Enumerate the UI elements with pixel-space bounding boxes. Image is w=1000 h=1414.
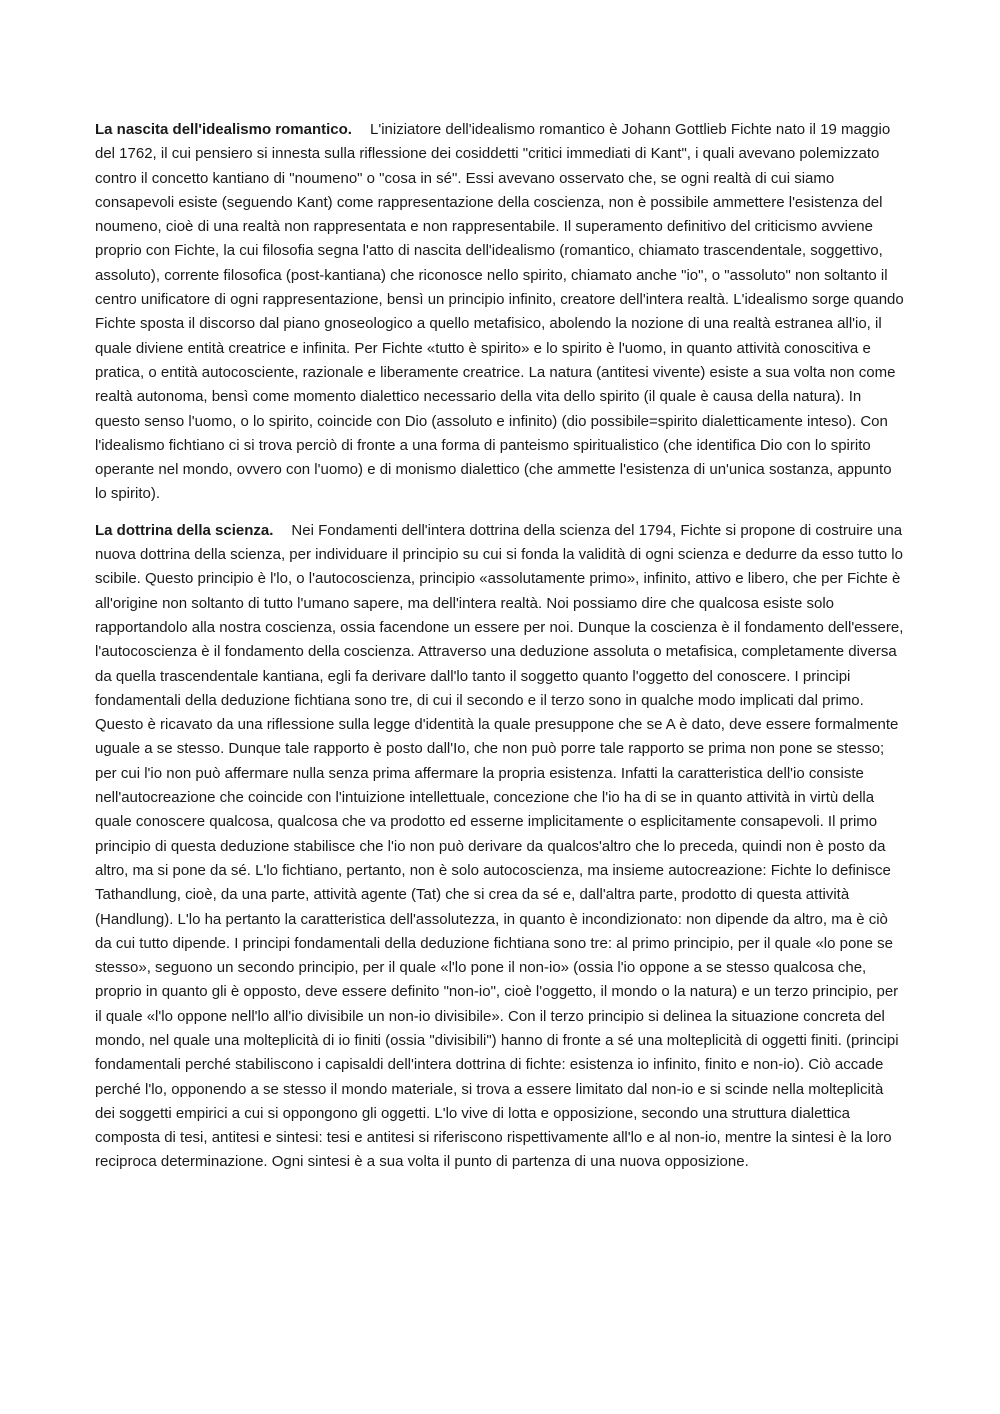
section-heading: La nascita dell'idealismo romantico. — [95, 121, 352, 138]
section-body: L'iniziatore dell'idealismo romantico è Johann Gottlieb Fichte nato il 19 maggio del 1762, il cui pensiero si innesta sulla riflessione dei cosiddetti "critici immediati di Kant", i quali avevano polemizzato contro il concetto kantiano di "noumeno" o "cosa in sé". Essi avevano osservato che, se ogni realtà di cui siamo consapevoli esiste (seguendo Kant) come rappresentazione della coscienza, non è possibile ammettere l'esistenza del noumeno, cioè di una realtà non rappresentata e non rappresentabile. Il superamento definitivo del criticismo avviene proprio con Fichte, la cui filosofia segna l'atto di nascita dell'idealismo (romantico, chiamato trascendentale, soggettivo, assoluto), corrente filosofica (post-kantiana) che riconosce nello spirito, chiamato anche "io", o "assoluto" non soltanto il centro unificatore di ogni rappresentazione, bensì un principio infinito, creatore dell'intera realtà. L'idealismo sorge quando Fichte sposta il discorso dal piano gnoseologico a quello metafisico, abolendo la nozione di una realtà estranea all'io, il quale diviene entità creatrice e infinita. Per Fichte «tutto è spirito» e lo spirito è l'uomo, in quanto attività conoscitiva e pratica, o entità autocosciente, razionale e liberamente creatrice. La natura (antitesi vivente) esiste a sua volta non come realtà autonoma, bensì come momento dialettico necessario della vita dello spirito (il quale è causa della natura). In questo senso l'uomo, o lo spirito, coincide con Dio (assoluto e infinito) (dio possibile=spirito dialetticamente inteso). Con l'idealismo fichtiano ci si trova perciò di fronte a una forma di panteismo spiritualistico (che identifica Dio con lo spirito operante nel mondo, ovvero con l'uomo) e di monismo dialettico (che ammette l'esistenza di un'unica sostanza, appunto lo spirito). — [95, 121, 904, 503]
section-dottrina — [95, 519, 905, 1175]
document-page — [95, 118, 905, 1187]
section-idealismo — [95, 118, 905, 507]
section-body: Nei Fondamenti dell'intera dottrina della scienza del 1794, Fichte si propone di costruire una nuova dottrina della scienza, per individuare il principio su cui si fonda la validità di ogni scienza e dedurre da esso tutto lo scibile. Questo principio è l'lo, o l'autocoscienza, principio «assolutamente primo», infinito, attivo e libero, che per Fichte è all'origine non soltanto di tutto l'umano sapere, ma dell'intera realtà. Noi possiamo dire che qualcosa esiste solo rapportandolo alla nostra coscienza, ossia facendone un essere per noi. Dunque la coscienza è il fondamento dell'essere, l'autocoscienza è il fondamento della coscienza. Attraverso una deduzione assoluta o metafisica, completamente diversa da quella trascendentale kantiana, egli fa derivare dall'lo tanto il soggetto quanto l'oggetto del conoscere. I principi fondamentali della deduzione fichtiana sono tre, di cui il secondo e il terzo sono in qualche modo implicati dal primo. Questo è ricavato da una riflessione sulla legge d'identità la quale presuppone che se A è dato, deve essere formalmente uguale a se stesso. Dunque tale rapporto è posto dall'Io, che non può porre tale rapporto se prima non pone se stesso; per cui l'io non può affermare nulla senza prima affermare la propria esistenza. Infatti la caratteristica dell'io consiste nell'autocreazione che coincide con l'intuizione intellettuale, concezione che l'io ha di se in quanto attività in virtù della quale conoscere qualcosa, qualcosa che va prodotto ed esserne implicitamente o esplicitamente consapevoli. Il primo principio di questa deduzione stabilisce che l'io non può derivare da qualcos'altro che lo preceda, quindi non è posto da altro, ma si pone da sé. L'lo fichtiano, pertanto, non è solo autocoscienza, ma insieme autocreazione: Fichte lo definisce Tathandlung, cioè, da una parte, attività agente (Tat) che si crea da sé e, dall'altra parte, prodotto di questa attività (Handlung). L'lo ha pertanto la caratteristica dell'assolutezza, in quanto è incondizionato: non dipende da altro, ma è ciò da cui tutto dipende. I principi fondamentali della deduzione fichtiana sono tre: al primo principio, per il quale «lo pone se stesso», seguono un secondo principio, per il quale «l'lo pone il non-io» (ossia l'io oppone a se stesso qualcosa che, proprio in quanto gli è opposto, deve essere definito "non-io", cioè l'oggetto, il mondo o la natura) e un terzo principio, per il quale «l'lo oppone nell'lo all'io divisibile un non-io divisibile». Con il terzo principio si delinea la situazione concreta del mondo, nel quale una molteplicità di io finiti (ossia "divisibili") hanno di fronte a sé una molteplicità di oggetti finiti. (principi fondamentali perché stabiliscono i capisaldi dell'intera dottrina di fichte: esistenza io infinito, finito e non-io). Ciò accade perché l'lo, opponendo a se stesso il mondo materiale, si trova a essere limitato dal non-io e si scinde nella molteplicità dei soggetti empirici a cui si oppongono gli oggetti. L'lo vive di lotta e opposizione, secondo una struttura dialettica composta di tesi, antitesi e sintesi: tesi e antitesi si riferiscono rispettivamente all'lo e al non-io, mentre la sintesi è la loro reciproca determinazione. Ogni sintesi è a sua volta il punto di partenza di una nuova opposizione. — [95, 521, 904, 1171]
section-heading: La dottrina della scienza. — [95, 521, 274, 539]
